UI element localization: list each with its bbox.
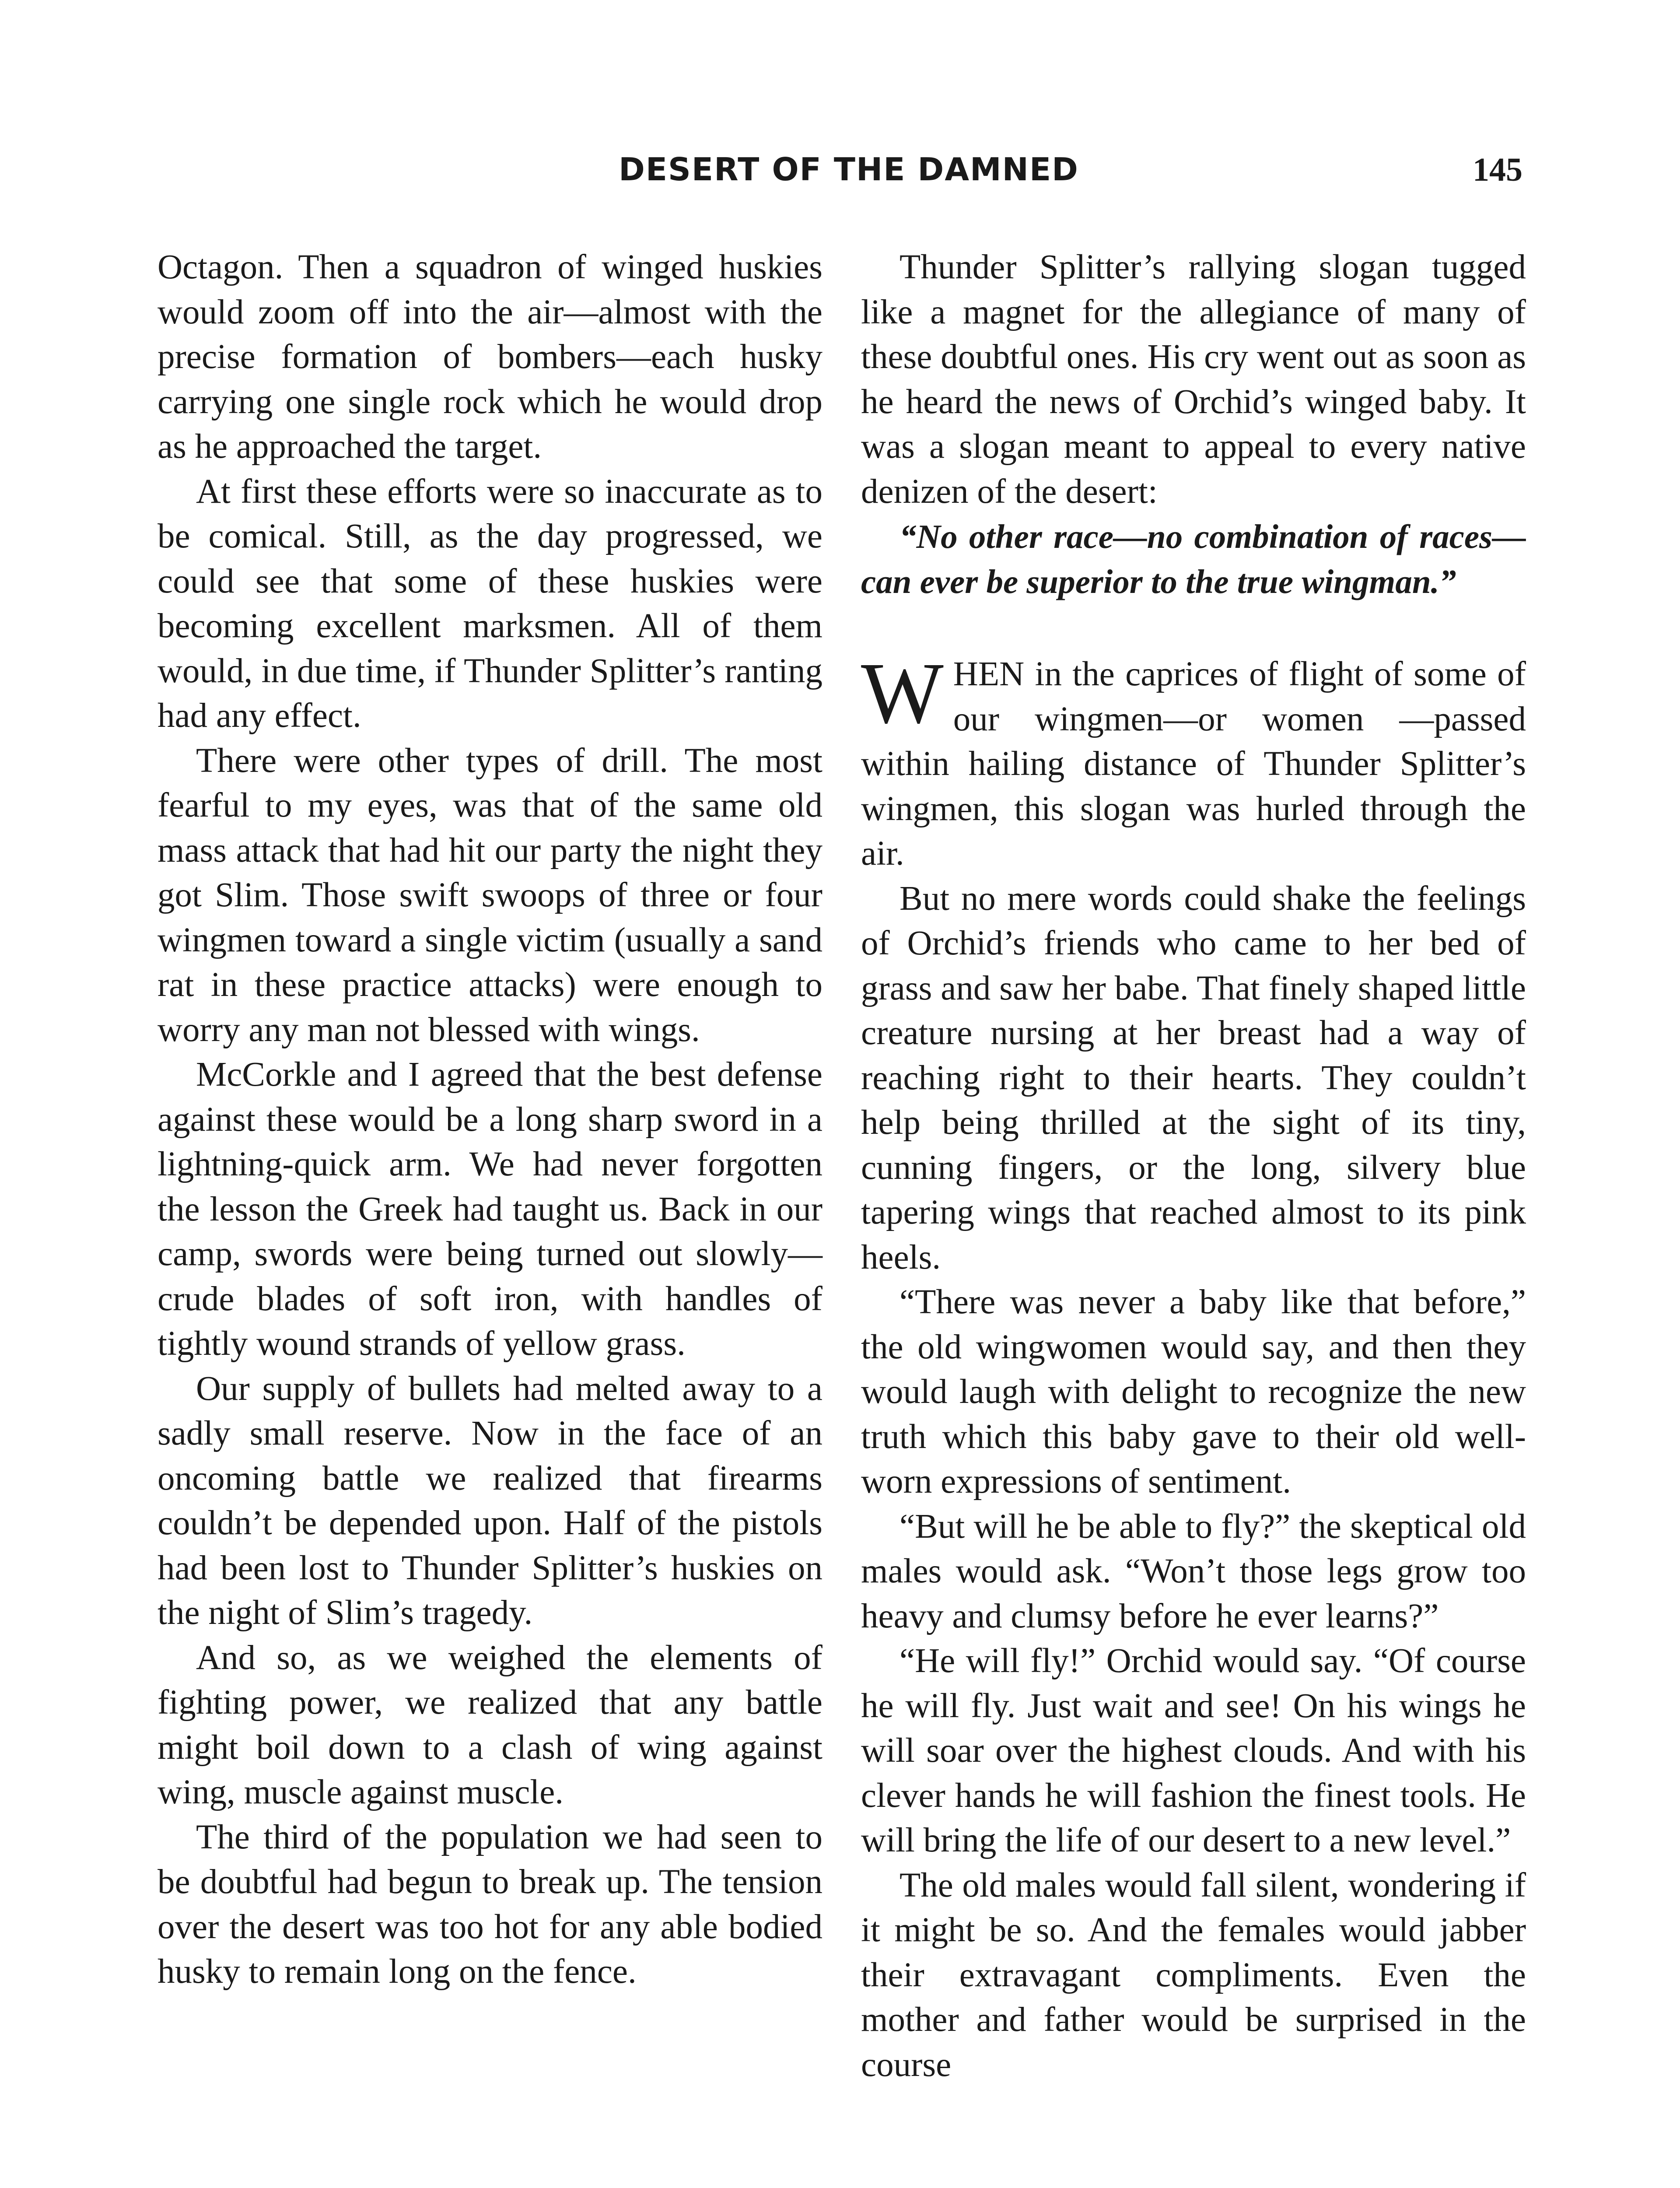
paragraph: McCorkle and I agreed that the best defense against these would be a long sharp sword in a lightning-quick arm. We had never forgotten the lesson the Greek had taught us. Back in our camp, swords were being turned out slowly—crude blades of soft iron, with handles of tightly wound strands of yellow grass.: [158, 1055, 822, 1363]
paragraph: At first these efforts were so inaccurate as to be comical. Still, as the day progressed, we could see that some of these huskies were becoming excellent marksmen. All of them would, in due time, if Thunder Splitter’s ranting had any effect.: [158, 472, 822, 735]
paragraph: There were other types of drill. The most fearful to my eyes, was that of the same old mass attack that had hit our party the night they got Slim. Those swift swoops of three or four wingmen toward a single victim (usually a sand rat in these practice attacks) were enough to worry any man not blessed with wings.: [158, 741, 822, 1049]
paragraph: Thunder Splitter’s rallying slogan tugged like a magnet for the allegiance of many of these doubtful ones. His cry went out as soon as he heard the news of Orchid’s winged baby. It was a slogan meant to appeal to every native denizen of the desert:: [861, 248, 1526, 511]
section-start-paragraph: [861, 645, 1526, 877]
paragraph: “But will he be able to fly?” the skeptical old males would ask. “Won’t those legs grow too heavy and clumsy before he ever learns?”: [861, 1507, 1526, 1635]
paragraph: “He will fly!” Orchid would say. “Of course he will fly. Just wait and see! On his wings he will soar over the highest clouds. And with his clever hands he will fashion the finest tools. He will bring the life of our desert to a new level.”: [861, 1642, 1526, 1859]
paragraph: But no mere words could shake the feelings of Orchid’s friends who came to her bed of grass and saw her babe. That finely shaped little creature nursing at her breast had a way of reaching right to their hearts. They couldn’t help being thrilled at the sight of its tiny, cunning fingers, or the long, silvery blue tapering wings that reached almost to its pink heels.: [861, 879, 1526, 1276]
paragraph: The old males would fall silent, wondering if it might be so. And the females would jabber their extravagant compliments. Even the mother and father would be surprised in the course: [861, 1866, 1526, 2084]
paragraph: “There was never a baby like that before,” the old wingwomen would say, and then they would laugh with delight to recognize the new truth which this baby gave to their old well-worn expressions of sentiment.: [861, 1283, 1526, 1501]
paragraph-text: HEN in the caprices of flight of some of our wingmen—or women —passed within hailing distance of Thunder Splitter’s wingmen, this slogan was hurled through the air.: [861, 655, 1526, 873]
slogan-quote: “No other race—no combination of races—can ever be superior to the true wingman.”: [861, 518, 1526, 600]
right-column: [861, 245, 1526, 2087]
paragraph: And so, as we weighed the elements of fighting power, we realized that any battle might boil down to a clash of wing against wing, muscle against muscle.: [158, 1638, 822, 1811]
paragraph: Our supply of bullets had melted away to a sadly small reserve. Now in the face of an oncoming battle we realized that firearms couldn’t be depended upon. Half of the pistols had been lost to Thunder Splitter’s huskies on the night of Slim’s tragedy.: [158, 1369, 822, 1632]
page-number: 145: [1473, 151, 1522, 188]
running-head: [158, 151, 1522, 195]
left-column: [158, 245, 822, 1995]
paragraph: The third of the population we had seen to be doubtful had begun to break up. The tension over the desert was too hot for any able bodied husky to remain long on the fence.: [158, 1818, 822, 1991]
running-title: DESERT OF THE DAMNED: [619, 151, 1079, 188]
paragraph: Octagon. Then a squadron of winged huskies would zoom off into the air—almost with the precise formation of bombers—each husky carrying one single rock which he would drop as he approached the target.: [158, 248, 822, 466]
drop-cap: W: [861, 645, 944, 742]
